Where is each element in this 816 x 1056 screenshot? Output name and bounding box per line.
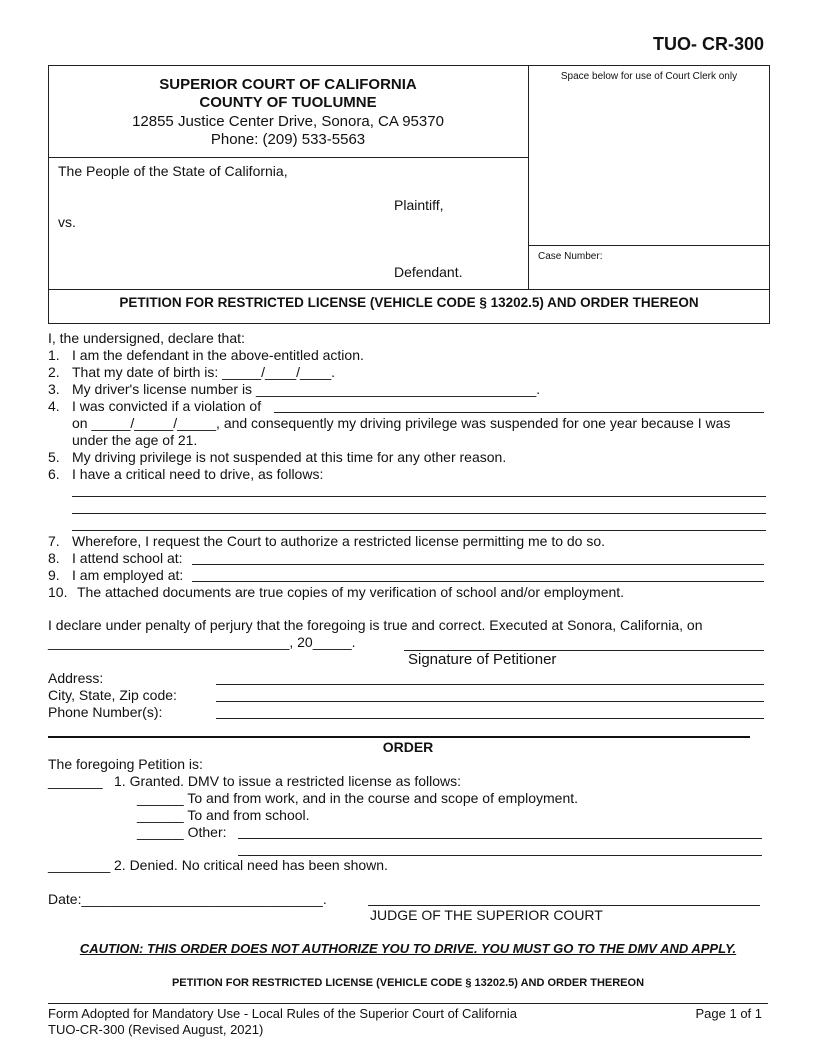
title-divider	[48, 289, 770, 290]
item-text: I was convicted if a violation of	[72, 398, 262, 414]
item-text: My driver's license number is ____________________________________.	[72, 381, 541, 397]
item-number: 3.	[48, 381, 60, 397]
item-number: 4.	[48, 398, 60, 414]
item-text: I attend school at:	[72, 550, 183, 566]
item-text: The attached documents are true copies of my verification of school and/or employment.	[77, 584, 625, 600]
item-number: 2.	[48, 364, 60, 380]
footer-divider	[48, 1003, 768, 1004]
option-work[interactable]: ______ To and from work, and in the course and scope of employment.	[137, 790, 579, 806]
critical-need-line[interactable]	[72, 496, 766, 497]
granted-blank[interactable]: _______	[48, 773, 103, 789]
school-line[interactable]	[192, 564, 764, 565]
violation-line[interactable]	[274, 412, 764, 413]
employer-line[interactable]	[192, 581, 764, 582]
caution-notice: CAUTION: THIS ORDER DOES NOT AUTHORIZE YOU TO DRIVE. YOU MUST GO TO THE DMV AND APPLY.	[79, 941, 737, 956]
granted-text: 1. Granted. DMV to issue a restricted license as follows:	[114, 773, 462, 789]
signature-label: Signature of Petitioner	[408, 651, 557, 668]
item-text: Wherefore, I request the Court to authorize a restricted license permitting me to do so.	[72, 533, 606, 549]
address-line[interactable]	[216, 684, 764, 685]
other-line[interactable]	[238, 838, 762, 839]
city-line[interactable]	[216, 701, 764, 702]
phone-line[interactable]	[216, 718, 764, 719]
denied-text: 2. Denied. No critical need has been shown.	[114, 857, 388, 873]
other-line[interactable]	[238, 855, 762, 856]
item-text: My driving privilege is not suspended at this time for any other reason.	[72, 449, 507, 465]
item-text: That my date of birth is: _____/____/____.	[72, 364, 336, 380]
item-number: 9.	[48, 567, 60, 583]
judge-label: JUDGE OF THE SUPERIOR COURT	[370, 907, 603, 923]
footer-title: PETITION FOR RESTRICTED LICENSE (VEHICLE CODE § 13202.5) AND ORDER THEREON	[171, 977, 645, 989]
item-number: 10.	[48, 584, 68, 600]
critical-need-line[interactable]	[72, 530, 766, 531]
order-date-line[interactable]: Date:_______________________________.	[48, 891, 327, 907]
item-text: under the age of 21.	[72, 432, 198, 448]
item-text: on _____/_____/_____, and consequently my driving privilege was suspended for one year because I was	[72, 415, 731, 431]
case-divider	[528, 245, 770, 246]
caption-divider	[528, 65, 529, 289]
item-text: I am employed at:	[72, 567, 184, 583]
perjury-statement: I declare under penalty of perjury that the foregoing is true and correct. Executed at Sonora, California, on	[48, 617, 703, 633]
item-number: 6.	[48, 466, 60, 482]
denied-blank[interactable]: ________	[48, 857, 111, 873]
order-intro: The foregoing Petition is:	[48, 756, 203, 772]
item-number: 5.	[48, 449, 60, 465]
court-name: SUPERIOR COURT OF CALIFORNIA	[159, 76, 417, 93]
plaintiff-label: Plaintiff,	[394, 197, 444, 213]
critical-need-line[interactable]	[72, 513, 766, 514]
item-number: 7.	[48, 533, 60, 549]
item-text: I am the defendant in the above-entitled action.	[72, 347, 364, 363]
footer-revised: TUO-CR-300 (Revised August, 2021)	[48, 1022, 264, 1037]
phone-label: Phone Number(s):	[48, 704, 163, 720]
footer-page: Page 1 of 1	[695, 1006, 762, 1021]
court-county: COUNTY OF TUOLUMNE	[199, 94, 377, 111]
declaration-intro: I, the undersigned, declare that:	[48, 330, 245, 346]
court-divider	[48, 157, 528, 158]
address-label: Address:	[48, 670, 104, 686]
option-school[interactable]: ______ To and from school.	[137, 807, 310, 823]
item-text: I have a critical need to drive, as follows:	[72, 466, 324, 482]
form-code: TUO- CR-300	[652, 34, 764, 54]
plaintiff-name: The People of the State of California,	[58, 163, 288, 179]
clerk-label: Space below for use of Court Clerk only	[560, 71, 738, 82]
vs-label: vs.	[58, 214, 76, 230]
item-number: 8.	[48, 550, 60, 566]
item-number: 1.	[48, 347, 60, 363]
court-phone: Phone: (209) 533-5563	[210, 131, 366, 148]
case-number-label: Case Number:	[538, 251, 603, 262]
option-other[interactable]: ______ Other:	[137, 824, 227, 840]
order-divider	[48, 736, 750, 738]
execution-date-line[interactable]: _______________________________, 20_____.	[48, 634, 356, 650]
defendant-label: Defendant.	[394, 264, 463, 280]
form-title: PETITION FOR RESTRICTED LICENSE (VEHICLE CODE § 13202.5) AND ORDER THEREON	[119, 295, 699, 310]
footer-adopted: Form Adopted for Mandatory Use - Local Rules of the Superior Court of California	[48, 1006, 517, 1021]
judge-signature-line[interactable]	[368, 905, 760, 906]
city-label: City, State, Zip code:	[48, 687, 177, 703]
court-address: 12855 Justice Center Drive, Sonora, CA 95370	[132, 113, 444, 130]
order-heading: ORDER	[382, 739, 434, 755]
